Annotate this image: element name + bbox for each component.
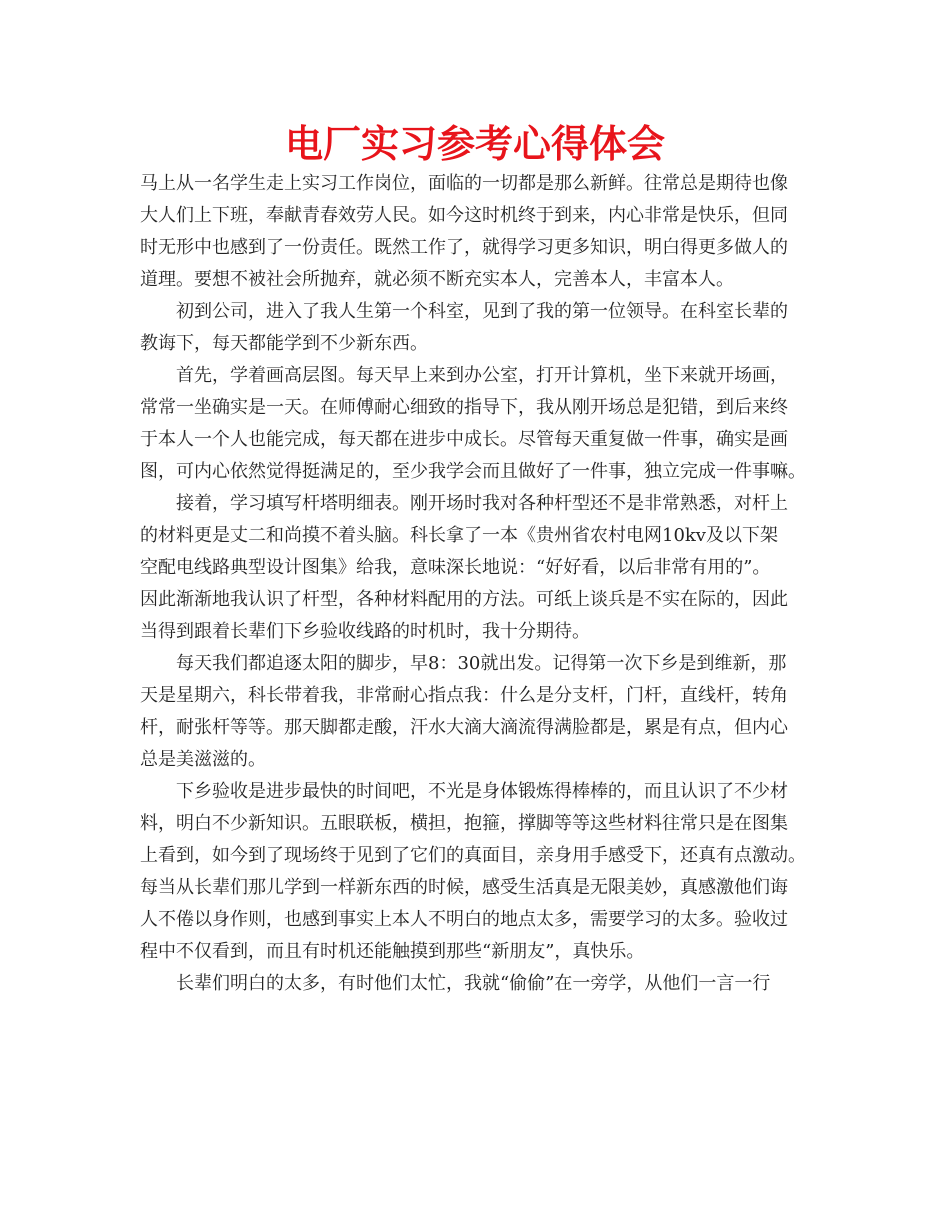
- paragraph-5: [140, 648, 812, 776]
- paragraph-2: [140, 296, 812, 360]
- text-line: 大人们上下班，奉献青春效劳人民。如今这时机终于到来，内心非常是快乐，但同: [140, 205, 788, 226]
- text-line: 初到公司，进入了我人生第一个科室，见到了我的第一位领导。在科室长辈的: [176, 301, 788, 322]
- paragraph-1: [140, 168, 812, 296]
- text-line: 首先，学着画高层图。每天早上来到办公室，打开计算机，坐下来就开场画，: [176, 365, 788, 386]
- paragraph-6: [140, 776, 812, 968]
- text-line: 总是美滋滋的。: [140, 749, 266, 770]
- text-line: 杆，耐张杆等等。那天脚都走酸，汗水大滴大滴流得满脸都是，累是有点，但内心: [140, 717, 788, 738]
- paragraph-4: [140, 488, 812, 648]
- text-line: 教诲下，每天都能学到不少新东西。: [140, 333, 428, 354]
- text-line: 时无形中也感到了一份责任。既然工作了，就得学习更多知识，明白得更多做人的: [140, 237, 788, 258]
- paragraph-3: [140, 360, 812, 488]
- text-line: 天是星期六，科长带着我，非常耐心指点我：什么是分支杆，门杆，直线杆，转角: [140, 685, 788, 706]
- text-line: 马上从一名学生走上实习工作岗位，面临的一切都是那么新鲜。往常总是期待也像: [140, 173, 788, 194]
- text-line: 图，可内心依然觉得挺满足的，至少我学会而且做好了一件事，独立完成一件事嘛。: [140, 461, 806, 482]
- text-line: 接着，学习填写杆塔明细表。刚开场时我对各种杆型还不是非常熟悉，对杆上: [176, 493, 788, 514]
- text-line: 人不倦以身作则，也感到事实上本人不明白的地点太多，需要学习的太多。验收过: [140, 909, 788, 930]
- paragraph-7: [140, 968, 812, 1000]
- document-body: [140, 168, 812, 1000]
- text-line: 每当从长辈们那儿学到一样新东西的时候，感受生活真是无限美妙，真感激他们诲: [140, 877, 788, 898]
- text-line: 程中不仅看到，而且有时机还能触摸到那些“新朋友”，真快乐。: [140, 941, 645, 962]
- text-line: 每天我们都追逐太阳的脚步，早8：30就出发。记得第一次下乡是到维新，那: [176, 653, 787, 674]
- text-line: 的材料更是丈二和尚摸不着头脑。科长拿了一本《贵州省农村电网10kv及以下架: [140, 525, 778, 546]
- document-title: 电厂实习参考心得体会: [284, 122, 665, 166]
- text-line: 长辈们明白的太多，有时他们太忙，我就“偷偷”在一旁学，从他们一言一行: [176, 973, 771, 994]
- text-line: 于本人一个人也能完成，每天都在进步中成长。尽管每天重复做一件事，确实是画: [140, 429, 788, 450]
- text-line: 道理。要想不被社会所抛弃，就必须不断充实本人，完善本人，丰富本人。: [140, 269, 734, 290]
- text-line: 因此渐渐地我认识了杆型，各种材料配用的方法。可纸上谈兵是不实在际的，因此: [140, 589, 788, 610]
- text-line: 下乡验收是进步最快的时间吧，不光是身体锻炼得棒棒的，而且认识了不少材: [176, 781, 788, 802]
- text-line: 料，明白不少新知识。五眼联板，横担，抱箍，撑脚等等这些材料往常只是在图集: [140, 813, 788, 834]
- text-line: 空配电线路典型设计图集》给我，意味深长地说：“好好看，以后非常有用的”。: [140, 557, 771, 578]
- text-line: 当得到跟着长辈们下乡验收线路的时机时，我十分期待。: [140, 621, 590, 642]
- text-line: 上看到，如今到了现场终于见到了它们的真面目，亲身用手感受下，还真有点激动。: [140, 845, 806, 866]
- text-line: 常常一坐确实是一天。在师傅耐心细致的指导下，我从刚开场总是犯错，到后来终: [140, 397, 788, 418]
